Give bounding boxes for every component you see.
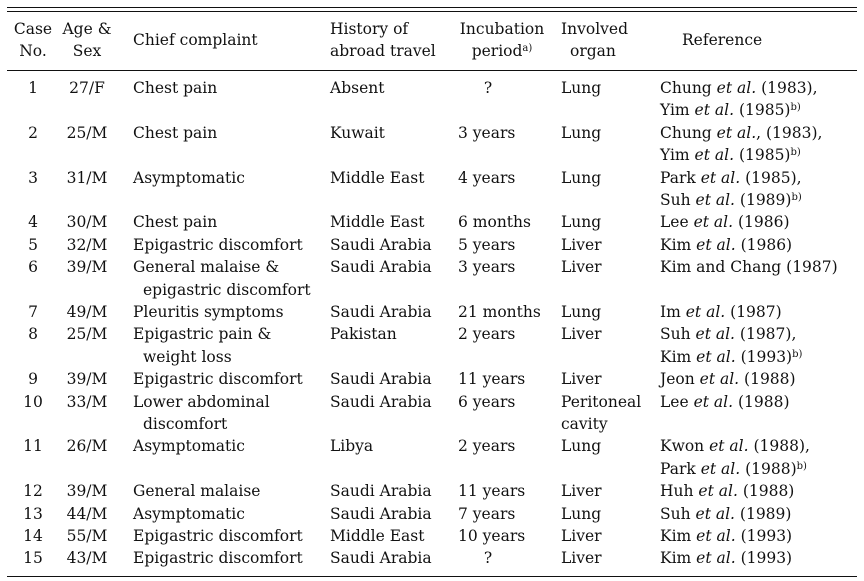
bottom-rule: [7, 576, 857, 577]
involved-organ: Lung: [561, 123, 602, 142]
involved-organ: Lung: [561, 504, 602, 523]
incubation-period: 4 years: [458, 168, 516, 187]
case-number: 13: [23, 504, 43, 523]
reference: [660, 547, 792, 569]
case-number: 6: [28, 258, 38, 277]
age-sex: 31/M: [66, 168, 108, 187]
case-number: 9: [28, 370, 38, 389]
reference-line: Im et al. (1987): [660, 303, 782, 321]
reference-line: Kwon et al. (1988),: [660, 437, 810, 456]
case-number: 11: [23, 437, 43, 456]
reference: [660, 256, 838, 278]
involved-organ: Peritoneal cavity: [561, 392, 642, 433]
chief-complaint: Chest pain: [133, 123, 218, 142]
involved-organ: Liver: [561, 258, 602, 277]
travel-history: Saudi Arabia: [330, 370, 432, 389]
top-rule: [7, 7, 857, 8]
case-number: 8: [28, 325, 38, 344]
travel-history: Saudi Arabia: [330, 303, 432, 321]
age-sex: 55/M: [66, 527, 108, 545]
reference-line: Chung et al., (1983),: [660, 123, 823, 142]
header-incubation: Incubation period$^{a)}$: [459, 20, 545, 60]
reference-line: Yim et al. $(1985)^{b)}$: [660, 146, 801, 165]
incubation-period: 6 months: [458, 213, 531, 232]
involved-organ: Liver: [561, 235, 602, 254]
travel-history: Middle East: [330, 213, 425, 232]
age-sex: 39/M: [66, 370, 108, 389]
reference-line: Lee et al. (1988): [660, 392, 790, 411]
travel-history: Middle East: [330, 527, 425, 545]
involved-organ: Liver: [561, 370, 602, 389]
reference-line: Jeon et al. (1988): [660, 370, 796, 389]
reference-line: Park et al. $(1988)^{b)}$: [660, 459, 807, 478]
involved-organ: Lung: [561, 437, 602, 456]
reference: [660, 301, 782, 323]
travel-history: Saudi Arabia: [330, 235, 432, 254]
age-sex: 49/M: [66, 303, 108, 321]
chief-complaint: General malaise: [133, 482, 261, 501]
header-chief-complaint: Chief complaint: [133, 31, 258, 49]
age-sex: 39/M: [66, 482, 108, 501]
age-sex: 32/M: [66, 235, 108, 254]
reference: [660, 211, 790, 233]
header-reference: Reference: [682, 31, 763, 49]
reference-line: Yim et al. $(1985)^{b)}$: [660, 101, 801, 120]
incubation-period: 3 years: [458, 258, 516, 277]
case-number: 7: [28, 303, 38, 321]
age-sex: 26/M: [66, 437, 108, 456]
chief-complaint: Epigastric discomfort: [133, 370, 303, 389]
age-sex: 27/F: [69, 79, 105, 97]
case-number: 14: [23, 527, 43, 545]
incubation-period: 11 years: [458, 482, 526, 501]
travel-history: Libya: [330, 437, 374, 456]
reference-line: Park et al. (1985),: [660, 168, 802, 187]
case-number: 15: [23, 549, 43, 568]
reference: [660, 122, 822, 167]
age-sex: 33/M: [66, 392, 108, 411]
reference: [660, 368, 796, 390]
reference: [660, 391, 790, 413]
age-sex: 43/M: [66, 549, 108, 568]
travel-history: Absent: [330, 79, 385, 97]
incubation-period: 7 years: [458, 504, 516, 523]
age-sex: 30/M: [66, 213, 108, 232]
incubation-period: 21 months: [458, 303, 541, 321]
reference-line: Suh et al. $(1989)^{b)}$: [660, 191, 802, 209]
case-number: 3: [28, 168, 38, 187]
chief-complaint: Asymptomatic: [133, 168, 245, 187]
chief-complaint: Epigastric discomfort: [133, 527, 303, 545]
involved-organ: Lung: [561, 213, 602, 232]
involved-organ: Liver: [561, 549, 602, 568]
reference-line: Lee et al. (1986): [660, 213, 790, 232]
header-travel: History of abroad travel: [330, 20, 436, 60]
reference-line: Kim et al. (1986): [660, 235, 793, 254]
travel-history: Pakistan: [330, 325, 397, 344]
involved-organ: Lung: [561, 168, 602, 187]
reference-line: Huh et al. (1988): [660, 482, 795, 501]
incubation-period: 10 years: [458, 527, 526, 545]
travel-history: Saudi Arabia: [330, 504, 432, 523]
case-number: 10: [23, 392, 43, 411]
reference-line: Suh et al. (1989): [660, 504, 792, 523]
chief-complaint: General malaise & epigastric discomfort: [133, 258, 311, 299]
header-age-sex: Age & Sex: [62, 20, 112, 60]
reference: [660, 77, 818, 122]
age-sex: 39/M: [66, 258, 108, 277]
reference-line: Chung et al. (1983),: [660, 79, 818, 97]
case-number: 4: [28, 213, 38, 232]
age-sex: 44/M: [66, 504, 108, 523]
reference: [660, 167, 802, 212]
header-rule: [7, 70, 857, 71]
reference: [660, 503, 791, 525]
chief-complaint: Pleuritis symptoms: [133, 303, 284, 321]
reference-line: Kim et al. (1993): [660, 527, 793, 545]
travel-history: Middle East: [330, 168, 425, 187]
reference-line: Suh et al. (1987),: [660, 325, 797, 344]
reference: [660, 435, 810, 480]
incubation-period: 5 years: [458, 235, 516, 254]
age-sex: 25/M: [66, 325, 108, 344]
case-number: 12: [23, 482, 43, 501]
chief-complaint: Epigastric discomfort: [133, 549, 303, 568]
incubation-period: 2 years: [458, 325, 516, 344]
involved-organ: Liver: [561, 527, 602, 545]
incubation-period: 2 years: [458, 437, 516, 456]
age-sex: 25/M: [66, 123, 108, 142]
chief-complaint: Asymptomatic: [133, 437, 245, 456]
reference: [660, 234, 792, 256]
incubation-period: ?: [483, 79, 493, 97]
incubation-period: ?: [483, 549, 493, 568]
header-case: Case No.: [13, 20, 53, 60]
incubation-period: 3 years: [458, 123, 516, 142]
travel-history: Saudi Arabia: [330, 549, 432, 568]
travel-history: Saudi Arabia: [330, 482, 432, 501]
reference-line: Kim and Chang (1987): [660, 258, 838, 277]
involved-organ: Lung: [561, 79, 602, 97]
case-number: 5: [28, 235, 38, 254]
travel-history: Kuwait: [330, 123, 385, 142]
reference: [660, 480, 794, 502]
chief-complaint: Epigastric discomfort: [133, 235, 303, 254]
reference: [660, 323, 802, 368]
involved-organ: Liver: [561, 325, 602, 344]
reference-line: Kim et al. $(1993)^{b)}$: [660, 347, 803, 366]
chief-complaint: Asymptomatic: [133, 504, 245, 523]
reference: [660, 525, 792, 547]
header-organ: Involved organ: [561, 20, 629, 60]
chief-complaint: Chest pain: [133, 213, 218, 232]
travel-history: Saudi Arabia: [330, 258, 432, 277]
incubation-period: 6 years: [458, 392, 516, 411]
case-number: 1: [28, 79, 38, 97]
chief-complaint: Epigastric pain & weight loss: [133, 325, 272, 366]
reference-line: Kim et al. (1993): [660, 549, 793, 568]
top-rule-inner: [7, 11, 857, 12]
case-number: 2: [28, 123, 38, 142]
involved-organ: Lung: [561, 303, 602, 321]
chief-complaint: Lower abdominal discomfort: [133, 392, 270, 433]
incubation-period: 11 years: [458, 370, 526, 389]
travel-history: Saudi Arabia: [330, 392, 432, 411]
involved-organ: Liver: [561, 482, 602, 501]
chief-complaint: Chest pain: [133, 79, 218, 97]
